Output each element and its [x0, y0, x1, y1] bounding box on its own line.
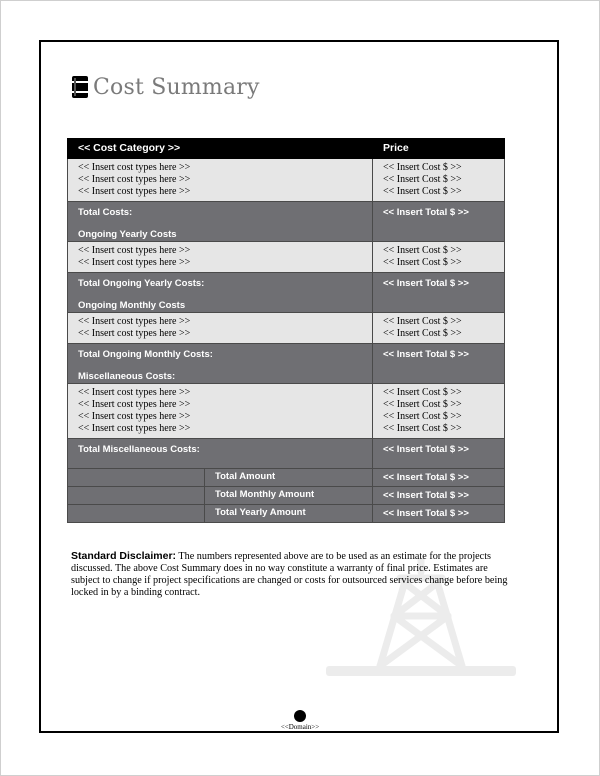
section-total-value: << Insert Total $ >> — [383, 444, 469, 455]
column-header-category: << Cost Category >> — [68, 139, 373, 159]
section-total-label: Total Costs: — [78, 207, 133, 218]
cost-summary-table — [67, 138, 505, 523]
page-header — [71, 72, 260, 102]
cost-type-text: << Insert cost types here >> — [78, 162, 191, 173]
cost-price-text: << Insert Cost $ >> — [383, 186, 462, 197]
barrel-icon — [71, 75, 89, 99]
summary-value: << Insert Total $ >> — [373, 469, 505, 487]
footer-dot — [294, 710, 306, 722]
cost-price-text: << Insert Cost $ >> — [383, 387, 462, 398]
section-total-row — [68, 202, 505, 242]
summary-value: << Insert Total $ >> — [373, 505, 505, 523]
column-header-price: Price — [373, 139, 505, 159]
footer-domain: <<Domain>> — [280, 723, 320, 731]
section-total-row — [68, 273, 505, 313]
section-heading: Ongoing Yearly Costs — [78, 229, 177, 240]
cost-type-text: << Insert cost types here >> — [78, 387, 191, 398]
summary-label-cell — [68, 487, 373, 505]
section-total-label: Total Ongoing Yearly Costs: — [78, 278, 205, 289]
section-total-label: Total Miscellaneous Costs: — [78, 444, 200, 455]
section-total-value: << Insert Total $ >> — [383, 207, 469, 218]
cost-type-text: << Insert cost types here >> — [78, 423, 191, 434]
section-total-row — [68, 344, 505, 384]
summary-label-cell — [68, 469, 373, 487]
summary-label-cell — [68, 505, 373, 523]
cost-price-text: << Insert Cost $ >> — [383, 257, 462, 268]
cost-price-text: << Insert Cost $ >> — [383, 174, 462, 185]
cost-type-text: << Insert cost types here >> — [78, 174, 191, 185]
cost-price-cell — [373, 242, 505, 273]
cost-type-text: << Insert cost types here >> — [78, 328, 191, 339]
table-header-row — [68, 139, 505, 159]
section-total-value-cell — [373, 439, 505, 469]
cost-type-text: << Insert cost types here >> — [78, 257, 191, 268]
section-total-label: Total Ongoing Monthly Costs: — [78, 349, 213, 360]
cost-price-text: << Insert Cost $ >> — [383, 316, 462, 327]
summary-row — [68, 487, 505, 505]
cost-price-text: << Insert Cost $ >> — [383, 411, 462, 422]
summary-label: Total Monthly Amount — [215, 489, 315, 500]
cost-price-text: << Insert Cost $ >> — [383, 399, 462, 410]
cost-type-cell — [68, 313, 373, 344]
cost-type-text: << Insert cost types here >> — [78, 186, 191, 197]
cost-price-cell — [373, 313, 505, 344]
cost-type-cell — [68, 384, 373, 439]
section-total-value-cell — [373, 273, 505, 313]
section-total-cell — [68, 344, 373, 384]
cost-type-text: << Insert cost types here >> — [78, 245, 191, 256]
cost-items-row — [68, 242, 505, 273]
summary-row — [68, 469, 505, 487]
cost-price-cell — [373, 159, 505, 202]
disclaimer-paragraph — [71, 550, 511, 599]
cost-type-text: << Insert cost types here >> — [78, 399, 191, 410]
section-heading: Miscellaneous Costs: — [78, 371, 176, 382]
cost-type-cell — [68, 159, 373, 202]
cost-items-row — [68, 313, 505, 344]
section-total-value: << Insert Total $ >> — [383, 349, 469, 360]
cost-price-text: << Insert Cost $ >> — [383, 423, 462, 434]
section-total-value-cell — [373, 202, 505, 242]
summary-label: Total Yearly Amount — [215, 507, 306, 518]
section-total-value: << Insert Total $ >> — [383, 278, 469, 289]
cost-type-cell — [68, 242, 373, 273]
cost-price-text: << Insert Cost $ >> — [383, 245, 462, 256]
disclaimer-text: The numbers represented above are to be used as an estimate for the projects discussed. The above Cost Summary does in no way constitute a warranty of final price. Estimates are subject to change if project specifications are changed or costs for outsourced services change before being locked in by a binding contract. — [71, 551, 508, 598]
section-total-cell — [68, 439, 373, 469]
section-total-cell — [68, 273, 373, 313]
cost-price-text: << Insert Cost $ >> — [383, 162, 462, 173]
cost-price-cell — [373, 384, 505, 439]
disclaimer-label: Standard Disclaimer: — [71, 550, 177, 562]
cost-type-text: << Insert cost types here >> — [78, 316, 191, 327]
cost-items-row — [68, 384, 505, 439]
summary-value: << Insert Total $ >> — [373, 487, 505, 505]
section-total-cell — [68, 202, 373, 242]
cost-type-text: << Insert cost types here >> — [78, 411, 191, 422]
cost-items-row — [68, 159, 505, 202]
page-title: Cost Summary — [93, 74, 260, 100]
section-total-row — [68, 439, 505, 469]
cost-price-text: << Insert Cost $ >> — [383, 328, 462, 339]
section-heading: Ongoing Monthly Costs — [78, 300, 186, 311]
document-page — [39, 40, 559, 733]
section-total-value-cell — [373, 344, 505, 384]
summary-label: Total Amount — [215, 471, 276, 482]
summary-row — [68, 505, 505, 523]
